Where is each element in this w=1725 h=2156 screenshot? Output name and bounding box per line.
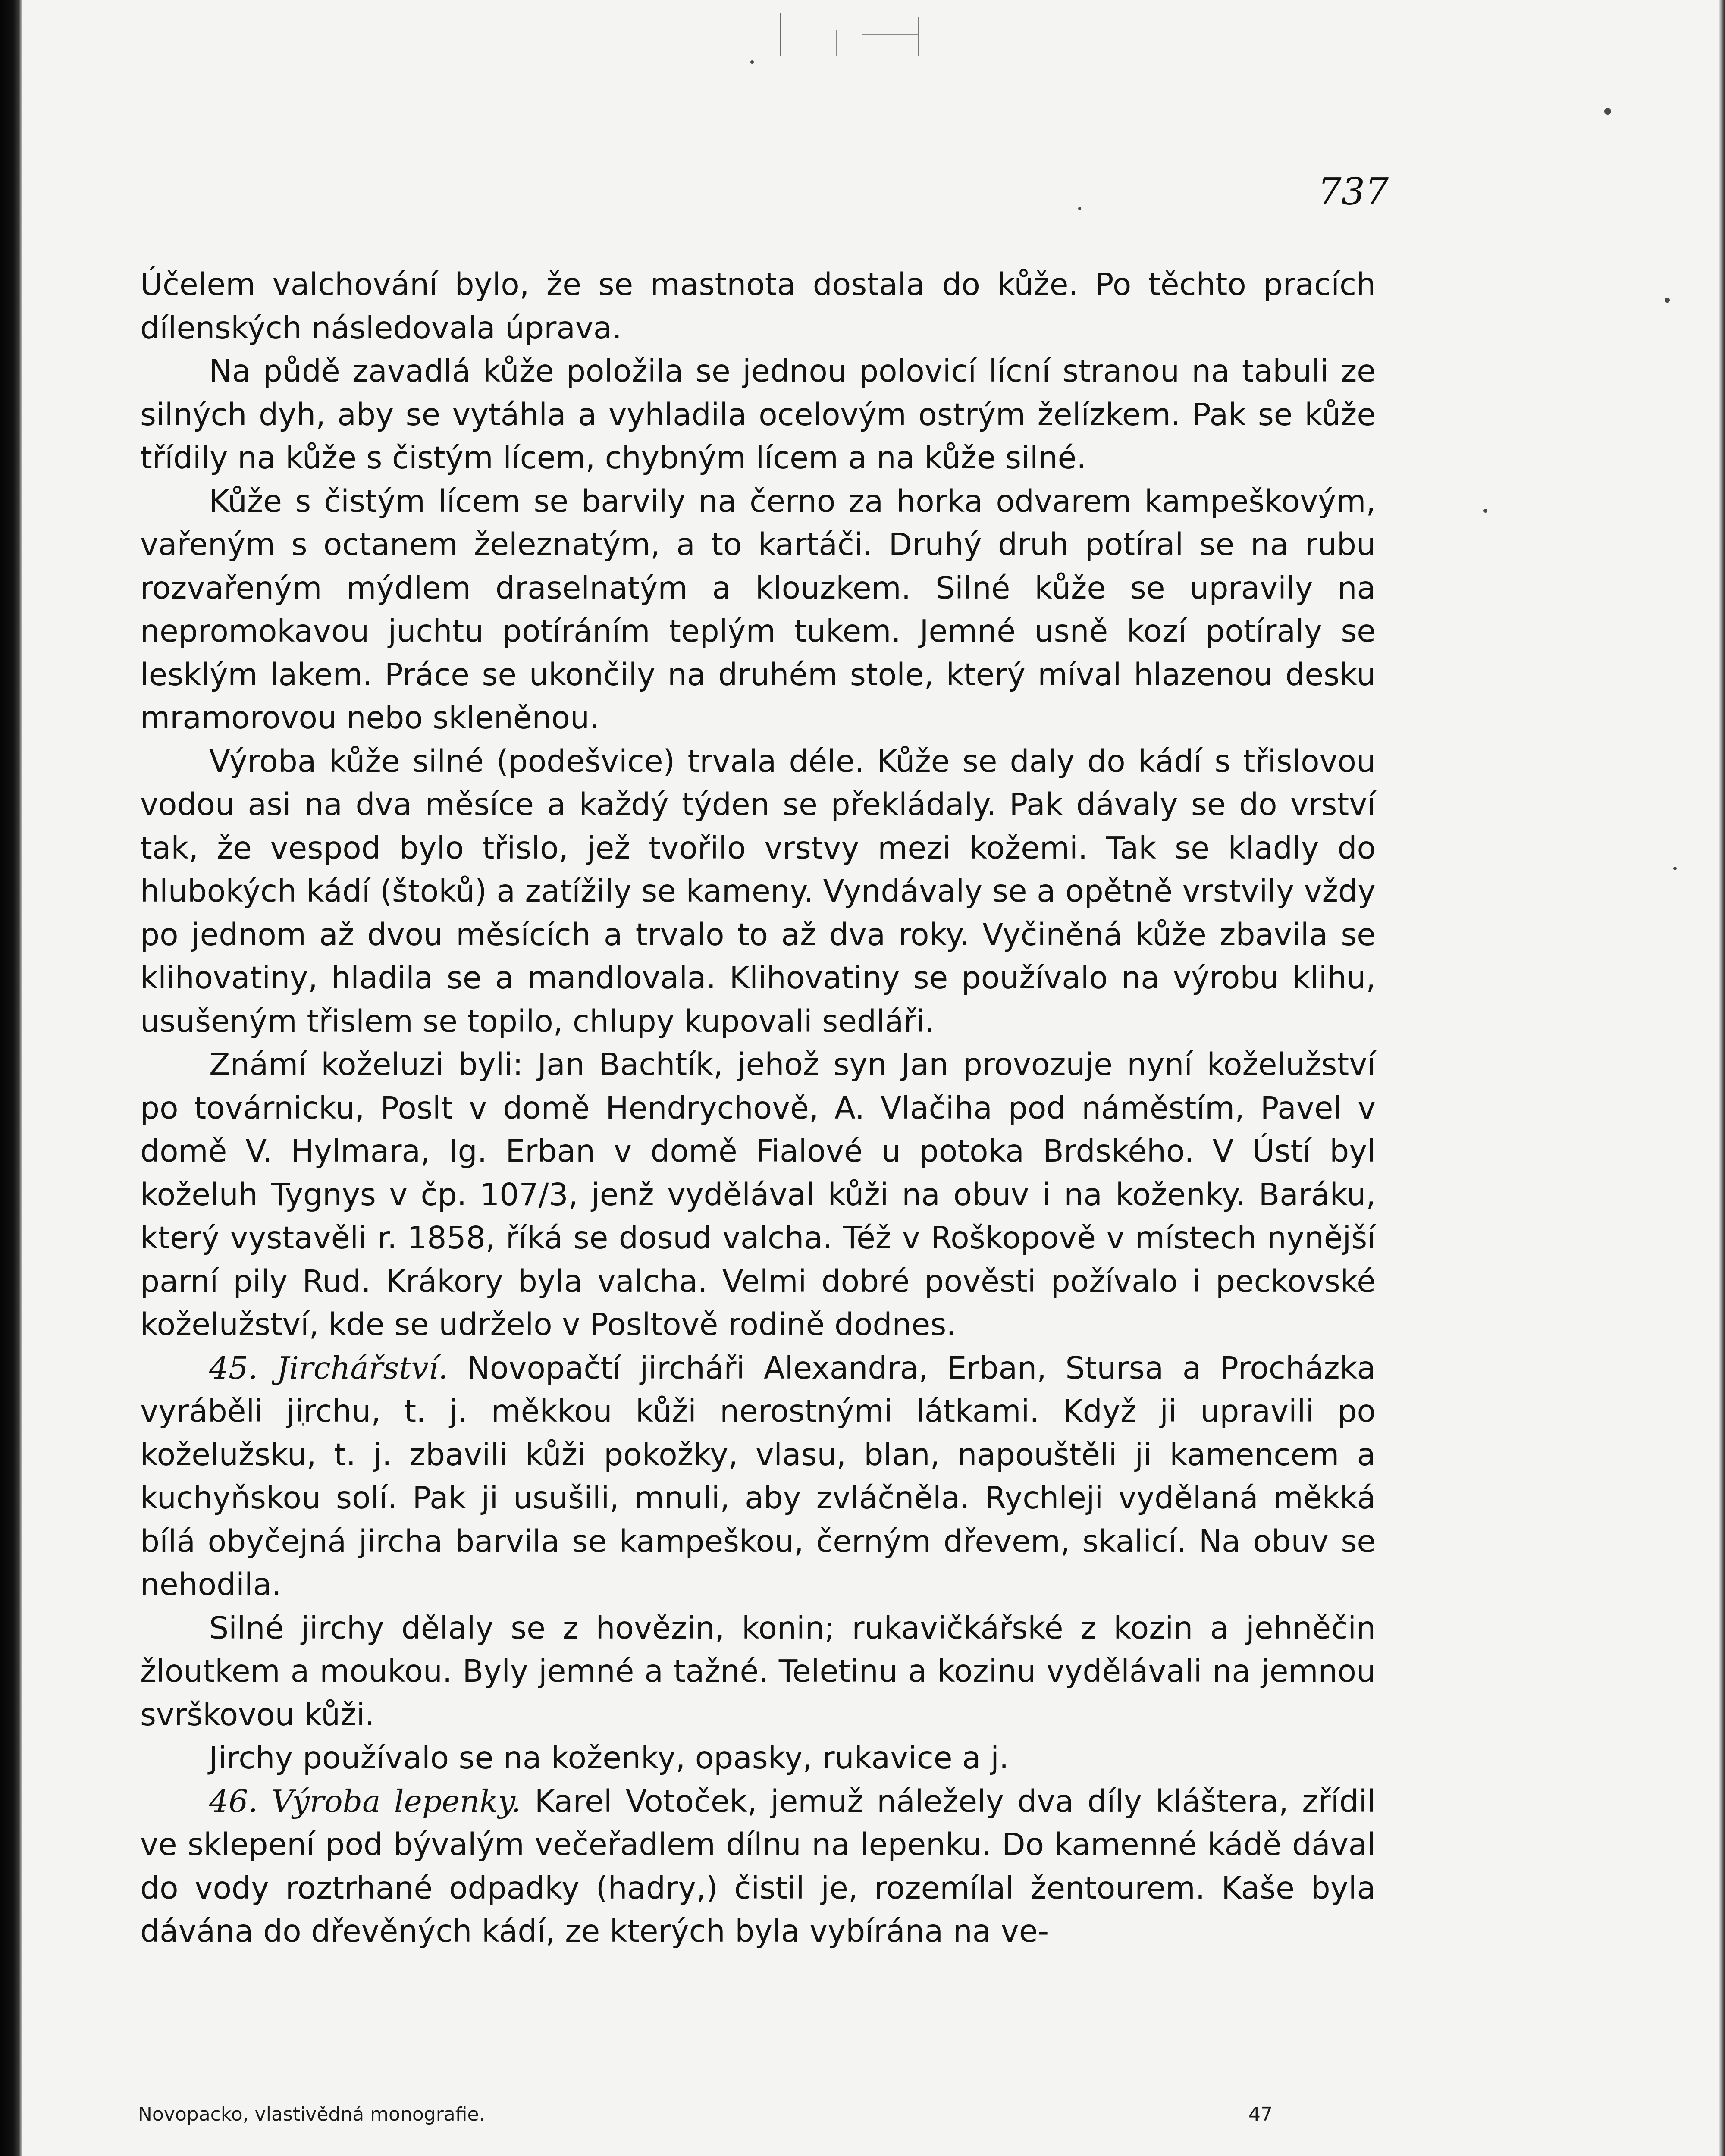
section-text: Novopačtí jircháři Alexandra, Erban, Stursa a Procházka vyráběli jirchu, t. j. měkkou kůži nerostnými látkami. Když ji upravili po koželužsku, t. j. zbavili kůži pokožky, vlasu, blan, napouštěli ji kamencem a kuchyňskou solí. Pak ji usušili, mnuli, aby zvláčněla. Rychleji vydělaná měkká bílá obyčejná jircha barvila se kampeškou, černým dřevem, skalicí. Na obuv se nehodila. <box>140 1350 1376 1602</box>
dust-speck <box>750 60 754 64</box>
section-45 <box>140 1347 1376 1607</box>
footer-sheet-number: 47 <box>1248 2103 1273 2125</box>
paragraph: Účelem valchování bylo, že se mastnota dostala do kůže. Po těchto pracích dílenských následovala úprava. <box>140 266 1376 346</box>
binding-mark <box>776 9 949 60</box>
footer-title: Novopacko, vlastivědná monografie. <box>138 2103 485 2125</box>
section-title: Výroba lepenky. <box>271 1783 521 1819</box>
scan-right-edge <box>1719 0 1725 2156</box>
paragraph: Na půdě zavadlá kůže položila se jednou polovicí lícní stranou na tabuli ze silných dyh, aby se vytáhla a vyhladila ocelovým ostrým želízkem. Pak se kůže třídily na kůže s čistým lícem, chybným lícem a na kůže silné. <box>140 353 1376 476</box>
paragraph: Silné jirchy dělaly se z hovězin, konin; rukavičkářské z kozin a jehněčin žloutkem a moukou. Byly jemné a tažné. Teletinu a kozinu vydělávali na jemnou svrškovou kůži. <box>140 1610 1376 1733</box>
section-text: Karel Votoček, jemuž náležely dva díly kláštera, zřídil ve sklepení pod bývalým večeřadlem dílnu na lepenku. Do kamenné kádě dával do vody roztrhané odpadky (hadry,) čistil je, rozemílal žentourem. Kaše byla dávána do dřevěných kádí, ze kterých byla vybírána na ve- <box>140 1783 1376 1949</box>
body-text <box>140 263 1376 1953</box>
page-number: 737 <box>1317 170 1389 213</box>
paragraph: Kůže s čistým lícem se barvily na černo za horka odvarem kampeškovým, vařeným s octanem železnatým, a to kartáči. Druhý druh potíral se na rubu rozvařeným mýdlem draselnatým a klouzkem. Silné kůže se upravily na nepromokavou juchtu potíráním teplým tukem. Jemné usně kozí potíraly se lesklým lakem. Práce se ukončily na druhém stole, který míval hlazenou desku mramorovou nebo skleněnou. <box>140 483 1376 736</box>
paragraph: Výroba kůže silné (podešvice) trvala déle. Kůže se daly do kádí s třislovou vodou asi na dva měsíce a každý týden se překládaly. Pak dávaly se do vrství tak, že vespod bylo třislo, jež tvořilo vrstvy mezi kožemi. Tak se kladly do hlubokých kádí (štoků) a zatížily se kameny. Vyndávaly se a opětně vrstvily vždy po jednom až dvou měsících a trvalo to až dva roky. Vyčiněná kůže zbavila se klihovatiny, hladila se a mandlovala. Klihovatiny se používalo na výrobu klihu, usušeným třislem se topilo, chlupy kupovali sedláři. <box>140 743 1376 1039</box>
paragraph: Jirchy používalo se na koženky, opasky, rukavice a j. <box>209 1740 1009 1776</box>
scan-left-edge <box>0 0 22 2156</box>
dust-speck <box>1665 298 1670 303</box>
section-number: 45. <box>209 1350 258 1386</box>
section-number: 46. <box>209 1783 258 1819</box>
dust-speck <box>1673 867 1677 870</box>
dust-speck <box>1078 207 1081 210</box>
section-46 <box>140 1780 1376 1953</box>
paragraph: Známí koželuzi byli: Jan Bachtík, jehož syn Jan provozuje nyní koželužství po továrnicku, Poslt v domě Hendrychově, A. Vlačiha pod náměstím, Pavel v domě V. Hylmara, Ig. Erban v domě Fialové u potoka Brdského. V Ústí byl koželuh Tygnys v čp. 107/3, jenž vydělával kůži na obuv i na koženky. Baráku, který vystavěli r. 1858, říká se dosud valcha. Též v Roškopově v místech nynější parní pily Rud. Krákory byla valcha. Velmi dobré pověsti požívalo i peckovské koželužství, kde se udrželo v Posltově rodině dodnes. <box>140 1047 1376 1342</box>
section-title: Jirchářství. <box>276 1350 448 1386</box>
dust-speck <box>1484 509 1487 513</box>
dust-speck <box>1604 108 1611 115</box>
